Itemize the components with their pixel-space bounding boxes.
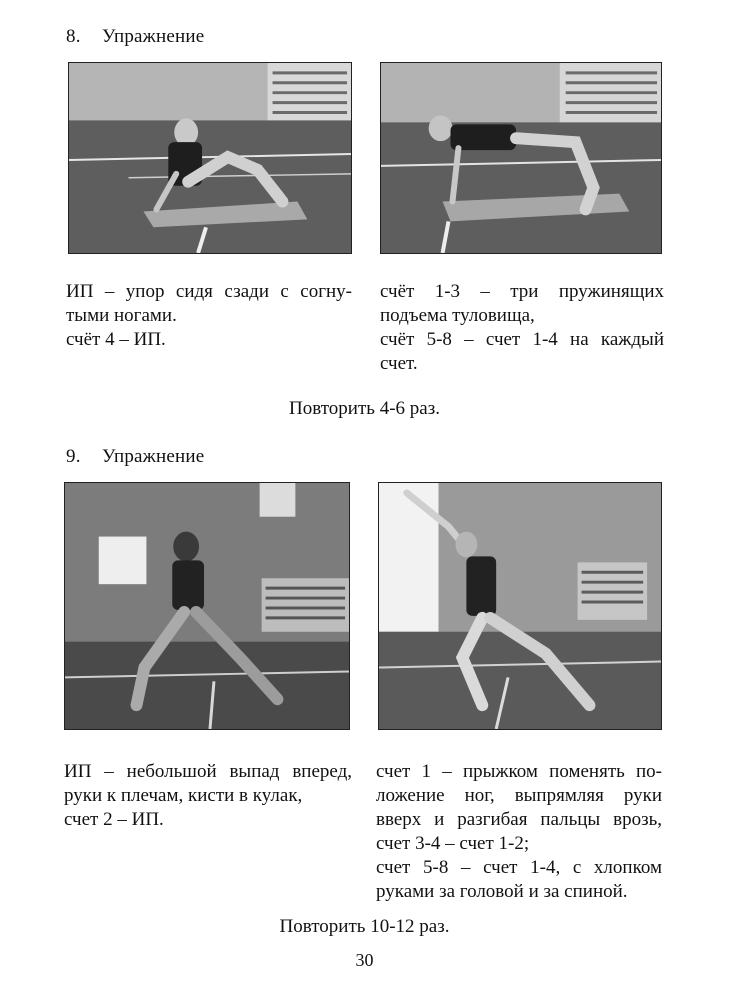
text-line: счет 1 – прыжком поменять по-	[376, 761, 662, 782]
exercise-8-photo-torso-lift	[380, 62, 662, 254]
exercise-9-repeat: Повторить 10-12 раз.	[279, 916, 450, 937]
exercise-8-count-text	[380, 280, 664, 376]
exercise-9-photo-lunge	[64, 482, 350, 730]
page-number: 30	[355, 950, 374, 970]
text-line: счёт 1-3 – три пружинящих	[380, 281, 664, 302]
text-line: ложение ног, выпрямляя руки	[376, 785, 662, 806]
text-line: счет 2 – ИП.	[64, 809, 164, 830]
exercise-8-repeat: Повторить 4-6 раз.	[289, 398, 440, 419]
exercise-9-heading	[66, 446, 204, 468]
exercise-9-title: Упражнение	[102, 446, 205, 467]
exercise-8-start-position-text	[66, 280, 352, 352]
text-line: ИП – упор сидя сзади с согну-	[66, 281, 352, 302]
exercise-8-photo-start-position	[68, 62, 352, 254]
exercise-8-heading	[66, 26, 204, 48]
text-line: вверх и разгибая пальцы врозь,	[376, 809, 662, 830]
text-line: руками за головой и за спиной.	[376, 881, 628, 902]
text-line: счет 5-8 – счет 1-4, с хлопком	[376, 857, 662, 878]
text-line: подъема туловища,	[380, 305, 535, 326]
text-line: счет.	[380, 353, 418, 374]
exercise-9-photo-arms-up	[378, 482, 662, 730]
text-line: счет 3-4 – счет 1-2;	[376, 833, 530, 854]
exercise-9-count-text	[376, 760, 662, 904]
text-line: ИП – небольшой выпад вперед,	[64, 761, 352, 782]
exercise-9-start-position-text	[64, 760, 352, 832]
text-line: счёт 5-8 – счет 1-4 на каждый	[380, 329, 664, 350]
text-line: тыми ногами.	[66, 305, 177, 326]
exercise-8-number: 8.	[66, 26, 81, 47]
exercise-9-number: 9.	[66, 446, 81, 467]
text-line: руки к плечам, кисти в кулак,	[64, 785, 303, 806]
exercise-8-title: Упражнение	[102, 26, 205, 47]
text-line: счёт 4 – ИП.	[66, 329, 166, 350]
